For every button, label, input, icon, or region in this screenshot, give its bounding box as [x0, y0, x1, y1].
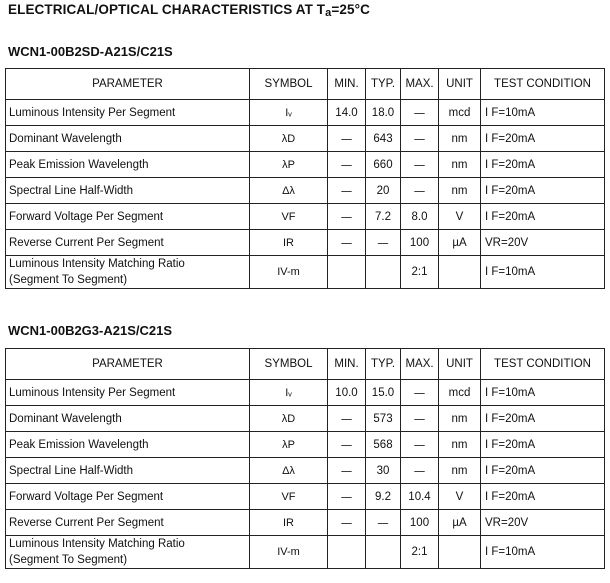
symbol-cell: λD [250, 126, 328, 152]
param-cell: Reverse Current Per Segment [6, 510, 250, 536]
table-row [6, 484, 605, 510]
unit-cell: mcd [439, 100, 481, 126]
max-cell: — [401, 380, 439, 406]
unit-cell: µA [439, 230, 481, 256]
param-line-2: (Segment To Segment) [9, 554, 128, 566]
symbol-cell: Δλ [250, 178, 328, 204]
param-cell: Luminous Intensity Per Segment [6, 100, 250, 126]
symbol-cell: λD [250, 406, 328, 432]
max-cell: 2:1 [401, 256, 439, 289]
table-row [6, 406, 605, 432]
header-max: MAX. [401, 349, 439, 380]
param-cell [6, 256, 250, 289]
max-cell: — [401, 152, 439, 178]
header-symbol: SYMBOL [250, 349, 328, 380]
max-cell: — [401, 432, 439, 458]
typ-cell: 660 [366, 152, 401, 178]
title-suffix: =25°C [331, 2, 370, 17]
min-cell: — [328, 204, 366, 230]
test-condition-cell: I F=20mA [481, 152, 605, 178]
max-cell: — [401, 100, 439, 126]
table-row [6, 536, 605, 569]
unit-cell: nm [439, 458, 481, 484]
title-prefix: ELECTRICAL/OPTICAL CHARACTERISTICS AT T [8, 2, 326, 17]
typ-cell [366, 256, 401, 289]
typ-cell: — [366, 510, 401, 536]
min-cell [328, 256, 366, 289]
header-max: MAX. [401, 69, 439, 100]
min-cell: 14.0 [328, 100, 366, 126]
test-condition-cell: I F=20mA [481, 204, 605, 230]
header-test-condition: TEST CONDITION [481, 69, 605, 100]
typ-cell: — [366, 230, 401, 256]
unit-cell [439, 536, 481, 569]
header-min: MIN. [328, 349, 366, 380]
unit-cell: V [439, 204, 481, 230]
min-cell: — [328, 432, 366, 458]
max-cell: — [401, 126, 439, 152]
model-title-1: WCN1-00B2SD-A21S/C21S [8, 44, 173, 59]
table-row [6, 152, 605, 178]
header-min: MIN. [328, 69, 366, 100]
page-title [8, 2, 370, 19]
min-cell: 10.0 [328, 380, 366, 406]
typ-cell: 15.0 [366, 380, 401, 406]
unit-cell: µA [439, 510, 481, 536]
param-line-1: Luminous Intensity Matching Ratio [9, 258, 185, 270]
symbol-cell: IR [250, 510, 328, 536]
typ-cell: 30 [366, 458, 401, 484]
table-row [6, 178, 605, 204]
min-cell: — [328, 152, 366, 178]
header-typ: TYP. [366, 349, 401, 380]
typ-cell: 568 [366, 432, 401, 458]
header-parameter: PARAMETER [6, 69, 250, 100]
typ-cell [366, 536, 401, 569]
symbol-cell: λP [250, 432, 328, 458]
param-line-2: (Segment To Segment) [9, 274, 128, 286]
table-row [6, 100, 605, 126]
symbol-cell: Δλ [250, 458, 328, 484]
test-condition-cell: I F=20mA [481, 458, 605, 484]
table-row [6, 380, 605, 406]
table-row [6, 230, 605, 256]
min-cell: — [328, 458, 366, 484]
table-row [6, 432, 605, 458]
max-cell: 10.4 [401, 484, 439, 510]
min-cell: — [328, 484, 366, 510]
table-row [6, 458, 605, 484]
test-condition-cell: VR=20V [481, 230, 605, 256]
param-cell: Dominant Wavelength [6, 126, 250, 152]
header-unit: UNIT [439, 69, 481, 100]
typ-cell: 573 [366, 406, 401, 432]
symbol-cell: VF [250, 484, 328, 510]
symbol-cell: IV-m [250, 256, 328, 289]
header-row [6, 349, 605, 380]
param-cell: Forward Voltage Per Segment [6, 484, 250, 510]
min-cell: — [328, 126, 366, 152]
table-row [6, 126, 605, 152]
param-cell: Reverse Current Per Segment [6, 230, 250, 256]
test-condition-cell: I F=20mA [481, 484, 605, 510]
test-condition-cell: I F=20mA [481, 126, 605, 152]
param-cell [6, 536, 250, 569]
header-row [6, 69, 605, 100]
unit-cell [439, 256, 481, 289]
min-cell: — [328, 510, 366, 536]
min-cell: — [328, 178, 366, 204]
table-row [6, 510, 605, 536]
max-cell: — [401, 178, 439, 204]
param-cell: Spectral Line Half-Width [6, 458, 250, 484]
symbol-cell: λP [250, 152, 328, 178]
spec-table-1 [5, 68, 605, 289]
typ-cell: 18.0 [366, 100, 401, 126]
test-condition-cell: I F=20mA [481, 406, 605, 432]
param-cell: Peak Emission Wavelength [6, 152, 250, 178]
title-subscript: a [325, 7, 332, 19]
spec-table-2 [5, 348, 605, 569]
param-cell: Peak Emission Wavelength [6, 432, 250, 458]
unit-cell: mcd [439, 380, 481, 406]
max-cell: 8.0 [401, 204, 439, 230]
test-condition-cell: I F=10mA [481, 256, 605, 289]
typ-cell: 7.2 [366, 204, 401, 230]
header-test-condition: TEST CONDITION [481, 349, 605, 380]
test-condition-cell: VR=20V [481, 510, 605, 536]
max-cell: 100 [401, 230, 439, 256]
param-cell: Spectral Line Half-Width [6, 178, 250, 204]
unit-cell: nm [439, 432, 481, 458]
header-unit: UNIT [439, 349, 481, 380]
max-cell: 100 [401, 510, 439, 536]
max-cell: — [401, 458, 439, 484]
test-condition-cell: I F=10mA [481, 100, 605, 126]
test-condition-cell: I F=10mA [481, 380, 605, 406]
header-parameter: PARAMETER [6, 349, 250, 380]
param-cell: Forward Voltage Per Segment [6, 204, 250, 230]
test-condition-cell: I F=20mA [481, 178, 605, 204]
symbol-cell: Iᵥ [250, 100, 328, 126]
symbol-cell: VF [250, 204, 328, 230]
param-line-1: Luminous Intensity Matching Ratio [9, 538, 185, 550]
unit-cell: nm [439, 406, 481, 432]
unit-cell: nm [439, 152, 481, 178]
typ-cell: 9.2 [366, 484, 401, 510]
symbol-cell: IV-m [250, 536, 328, 569]
model-title-2: WCN1-00B2G3-A21S/C21S [8, 323, 173, 338]
param-cell: Luminous Intensity Per Segment [6, 380, 250, 406]
symbol-cell: Iᵥ [250, 380, 328, 406]
max-cell: 2:1 [401, 536, 439, 569]
max-cell: — [401, 406, 439, 432]
min-cell [328, 536, 366, 569]
symbol-cell: IR [250, 230, 328, 256]
unit-cell: nm [439, 126, 481, 152]
header-typ: TYP. [366, 69, 401, 100]
unit-cell: V [439, 484, 481, 510]
min-cell: — [328, 230, 366, 256]
table-row [6, 256, 605, 289]
min-cell: — [328, 406, 366, 432]
test-condition-cell: I F=10mA [481, 536, 605, 569]
typ-cell: 643 [366, 126, 401, 152]
test-condition-cell: I F=20mA [481, 432, 605, 458]
param-cell: Dominant Wavelength [6, 406, 250, 432]
header-symbol: SYMBOL [250, 69, 328, 100]
typ-cell: 20 [366, 178, 401, 204]
table-row [6, 204, 605, 230]
unit-cell: nm [439, 178, 481, 204]
